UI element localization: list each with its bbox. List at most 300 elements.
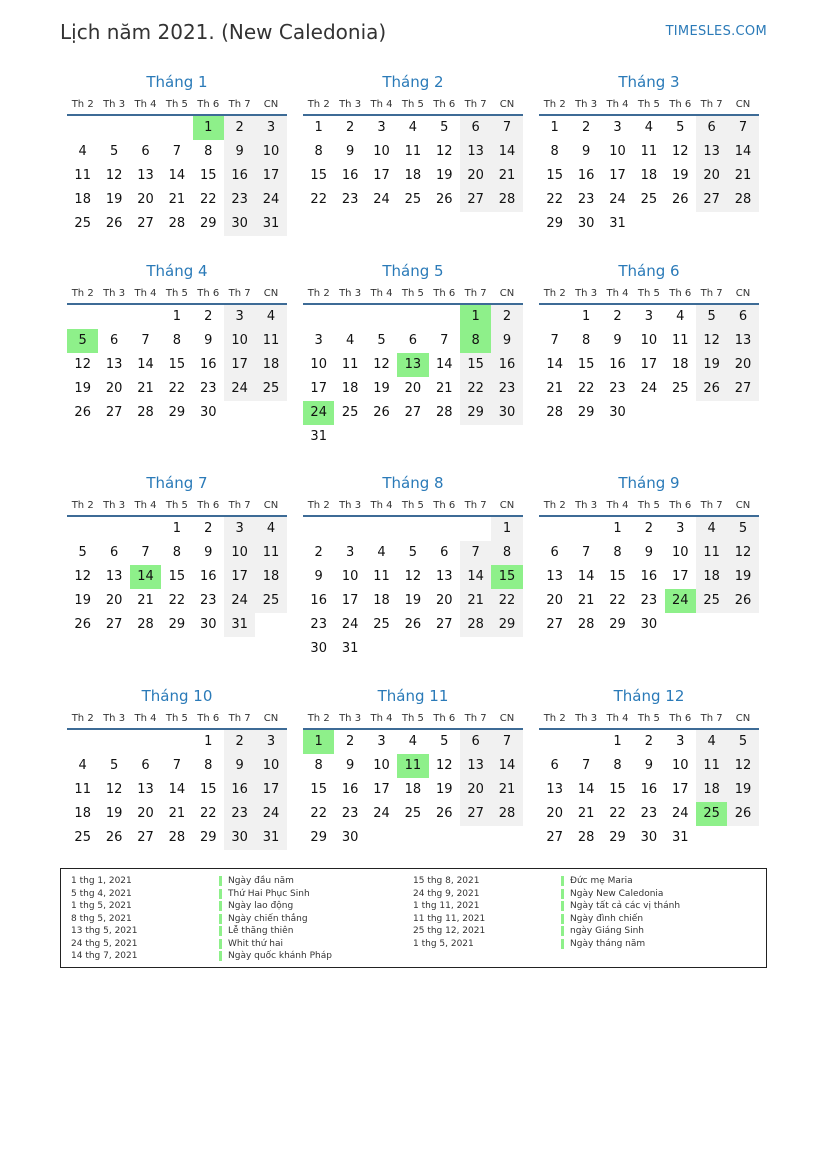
day-cell: 24: [609, 192, 626, 207]
week-row: [303, 305, 523, 329]
empty-cell: [491, 826, 522, 850]
day-cell: 25: [255, 377, 286, 401]
week-row: [67, 188, 287, 212]
day-cell: 13: [105, 569, 123, 584]
holiday-date: 25 thg 12, 2021: [413, 926, 486, 936]
day-cell: 10: [373, 144, 390, 159]
legend-item: [71, 875, 137, 888]
weekday-label: Th 4: [134, 713, 157, 724]
holiday-date: 1 thg 5, 2021: [413, 938, 474, 949]
day-cell: 19: [105, 806, 123, 821]
legend-item: [71, 900, 137, 913]
weekday-label: Th 6: [197, 713, 220, 724]
weekday-label: Th 7: [464, 99, 487, 110]
weekday-label: Th 3: [103, 288, 126, 299]
day-cell: 22: [577, 381, 595, 396]
empty-cell: [303, 517, 334, 541]
day-cell: 4: [696, 517, 727, 541]
day-cell: 11: [341, 357, 359, 372]
day-cell: 10: [224, 541, 255, 565]
weekday-label: CN: [735, 288, 751, 299]
day-cell: 29: [609, 617, 626, 632]
month-block: [67, 72, 287, 236]
empty-cell: [366, 826, 397, 850]
day-cell: 9: [613, 333, 622, 348]
day-cell: 24: [255, 188, 286, 212]
day-cell: 7: [550, 333, 559, 348]
empty-cell: [727, 613, 758, 637]
weekday-label: Th 2: [71, 288, 94, 299]
day-cell: 8: [314, 758, 323, 773]
holiday-date: 11 thg 11, 2021: [413, 913, 486, 924]
day-cell: 19: [74, 381, 91, 396]
day-cell: 27: [460, 802, 491, 826]
weekday-label: CN: [499, 99, 515, 110]
empty-cell: [98, 517, 129, 541]
day-cell: 10: [671, 758, 689, 773]
legend-item: [219, 875, 332, 888]
day-cell: 16: [199, 569, 217, 584]
day-cell: 16: [310, 593, 327, 608]
legend-item: [413, 888, 485, 901]
week-row: [303, 188, 523, 212]
day-cell: 13: [546, 782, 563, 797]
weekday-label: Th 6: [669, 713, 692, 724]
day-cell: 3: [345, 545, 355, 560]
legend-item: [219, 900, 332, 913]
weekday-header: [539, 285, 759, 305]
day-cell: 28: [577, 830, 595, 845]
day-cell: 14: [460, 565, 491, 589]
day-cell: 20: [137, 192, 154, 207]
week-row: [539, 401, 759, 425]
legend-item: [561, 938, 680, 951]
day-cell: 27: [137, 830, 154, 845]
weekday-label: Th 5: [637, 99, 660, 110]
day-cell: 18: [404, 782, 422, 797]
day-cell: 8: [204, 144, 213, 159]
day-cell: 8: [172, 545, 181, 560]
day-cell: 31: [310, 429, 327, 444]
day-cell: 26: [105, 216, 123, 231]
day-cell: 5: [67, 329, 98, 353]
empty-cell: [460, 425, 491, 449]
day-cell: 15: [199, 782, 217, 797]
day-cell: 19: [373, 381, 390, 396]
day-cell: 1: [581, 309, 591, 324]
day-cell: 28: [435, 405, 453, 420]
day-cell: 11: [74, 168, 91, 183]
day-cell: 18: [341, 381, 359, 396]
day-cell: 20: [696, 164, 727, 188]
day-cell: 23: [640, 593, 658, 608]
day-cell: 7: [491, 730, 522, 754]
empty-cell: [429, 517, 460, 541]
day-cell: 15: [577, 357, 595, 372]
day-cell: 17: [671, 782, 689, 797]
weekday-label: Th 4: [134, 288, 157, 299]
day-cell: 19: [105, 192, 123, 207]
weekday-label: Th 4: [370, 288, 393, 299]
day-cell: 25: [74, 216, 91, 231]
weekday-label: Th 4: [606, 713, 629, 724]
day-cell: 5: [109, 758, 119, 773]
holiday-name: Thứ Hai Phục Sinh: [219, 889, 310, 899]
day-cell: 6: [408, 333, 417, 348]
empty-cell: [67, 517, 98, 541]
day-cell: 19: [404, 593, 422, 608]
day-cell: 26: [74, 617, 91, 632]
day-cell: 26: [727, 802, 758, 826]
week-row: [303, 401, 523, 425]
day-cell: 27: [105, 617, 123, 632]
month-title: Tháng 9: [618, 474, 680, 492]
day-cell: 3: [377, 734, 386, 749]
week-row: [303, 802, 523, 826]
month-title: Tháng 5: [382, 262, 444, 280]
day-cell: 30: [224, 212, 255, 236]
weekday-label: Th 7: [228, 99, 251, 110]
day-cell: 1: [172, 521, 181, 536]
page-title: Lịch năm 2021. (New Caledonia): [60, 20, 387, 44]
day-cell: 14: [168, 782, 186, 797]
day-cell: 25: [404, 806, 422, 821]
day-cell: 15: [546, 168, 563, 183]
day-cell: 23: [199, 381, 217, 396]
week-row: [67, 589, 287, 613]
day-cell: 14: [435, 357, 453, 372]
empty-cell: [67, 730, 98, 754]
day-cell: 10: [609, 144, 626, 159]
empty-cell: [255, 613, 286, 637]
legend-item: [413, 938, 485, 951]
day-cell: 17: [671, 569, 689, 584]
month-block: [539, 473, 759, 637]
day-cell: 4: [644, 120, 653, 135]
day-cell: 24: [303, 401, 334, 425]
day-cell: 12: [373, 357, 390, 372]
weekday-label: CN: [499, 500, 515, 511]
empty-cell: [539, 517, 570, 541]
weekday-label: Th 6: [197, 288, 220, 299]
day-cell: 17: [373, 168, 390, 183]
day-cell: 10: [255, 754, 286, 778]
legend-item: [71, 925, 137, 938]
day-cell: 22: [310, 806, 327, 821]
empty-cell: [539, 305, 570, 329]
weekday-header: [67, 285, 287, 305]
day-cell: 18: [671, 357, 689, 372]
weekday-label: Th 4: [370, 500, 393, 511]
empty-cell: [665, 212, 696, 236]
month-block: [303, 686, 523, 850]
day-cell: 28: [577, 617, 595, 632]
day-cell: 5: [696, 305, 727, 329]
day-cell: 10: [310, 357, 327, 372]
weekday-label: Th 7: [464, 500, 487, 511]
day-cell: 22: [609, 806, 626, 821]
weekday-label: Th 4: [606, 288, 629, 299]
day-cell: 23: [224, 188, 255, 212]
day-cell: 4: [696, 730, 727, 754]
day-cell: 17: [310, 381, 327, 396]
empty-cell: [224, 401, 255, 425]
day-cell: 6: [440, 545, 449, 560]
weekday-label: Th 7: [700, 500, 723, 511]
day-cell: 12: [105, 782, 123, 797]
week-row: [67, 517, 287, 541]
day-cell: 29: [310, 830, 327, 845]
week-row: [67, 754, 287, 778]
day-cell: 22: [310, 192, 327, 207]
empty-cell: [130, 116, 161, 140]
week-row: [539, 212, 759, 236]
empty-cell: [67, 305, 98, 329]
month-block: [539, 686, 759, 850]
day-cell: 26: [671, 192, 689, 207]
day-cell: 23: [224, 802, 255, 826]
weekday-header: [67, 710, 287, 730]
week-row: [539, 353, 759, 377]
day-cell: 7: [581, 758, 591, 773]
day-cell: 25: [696, 589, 727, 613]
day-cell: 4: [255, 517, 286, 541]
week-row: [67, 613, 287, 637]
legend-item: [71, 938, 137, 951]
legend-item: [413, 875, 485, 888]
day-cell: 12: [727, 754, 758, 778]
day-cell: 16: [224, 778, 255, 802]
weekday-label: Th 4: [134, 99, 157, 110]
holiday-name: Ngày tháng năm: [561, 939, 645, 949]
day-cell: 21: [491, 778, 522, 802]
week-row: [539, 164, 759, 188]
brand-link[interactable]: TIMESLES.COM: [665, 24, 767, 39]
day-cell: 2: [345, 120, 355, 135]
weekday-label: Th 5: [637, 288, 660, 299]
day-cell: 16: [640, 569, 658, 584]
legend-dates-1: [71, 875, 137, 963]
day-cell: 13: [460, 140, 491, 164]
day-cell: 15: [491, 565, 522, 589]
empty-cell: [696, 401, 727, 425]
day-cell: 7: [172, 144, 181, 159]
day-cell: 7: [581, 545, 591, 560]
holiday-date: 24 thg 5, 2021: [71, 938, 138, 949]
day-cell: 11: [255, 541, 286, 565]
day-cell: 30: [491, 401, 522, 425]
day-cell: 3: [255, 730, 286, 754]
day-cell: 19: [671, 168, 689, 183]
holiday-name: Ngày lao động: [219, 901, 293, 911]
day-cell: 25: [671, 381, 689, 396]
day-cell: 4: [255, 305, 286, 329]
day-cell: 21: [460, 589, 491, 613]
weekday-label: Th 6: [433, 713, 456, 724]
week-row: [539, 730, 759, 754]
empty-cell: [366, 425, 397, 449]
day-cell: 20: [546, 593, 563, 608]
day-cell: 25: [404, 192, 422, 207]
weekday-label: Th 7: [228, 288, 251, 299]
day-cell: 27: [404, 405, 422, 420]
week-row: [67, 730, 287, 754]
day-cell: 21: [137, 381, 154, 396]
legend-dates-2: [413, 875, 485, 950]
week-row: [539, 116, 759, 140]
day-cell: 27: [137, 216, 154, 231]
day-cell: 11: [255, 329, 286, 353]
week-row: [303, 730, 523, 754]
day-cell: 8: [581, 333, 591, 348]
week-row: [303, 826, 523, 850]
holiday-date: 1 thg 5, 2021: [71, 901, 132, 911]
day-cell: 21: [491, 164, 522, 188]
empty-cell: [303, 305, 334, 329]
empty-cell: [429, 826, 460, 850]
holiday-date: 5 thg 4, 2021: [71, 888, 132, 899]
day-cell: 9: [224, 140, 255, 164]
legend-item: [219, 950, 332, 963]
day-cell: 10: [341, 569, 359, 584]
day-cell: 26: [404, 617, 422, 632]
weekday-label: Th 6: [433, 288, 456, 299]
day-cell: 29: [199, 216, 217, 231]
day-cell: 30: [577, 216, 595, 231]
day-cell: 30: [640, 617, 658, 632]
day-cell: 15: [168, 357, 186, 372]
weekday-label: CN: [263, 713, 279, 724]
day-cell: 29: [168, 405, 186, 420]
day-cell: 14: [491, 754, 522, 778]
day-cell: 19: [74, 593, 91, 608]
day-cell: 18: [255, 565, 286, 589]
empty-cell: [727, 401, 758, 425]
day-cell: 2: [204, 309, 213, 324]
day-cell: 31: [609, 216, 626, 231]
empty-cell: [727, 826, 758, 850]
day-cell: 21: [137, 593, 154, 608]
day-cell: 12: [74, 569, 91, 584]
day-cell: 1: [172, 309, 181, 324]
empty-cell: [460, 517, 491, 541]
day-cell: 25: [74, 830, 91, 845]
day-cell: 30: [310, 641, 327, 656]
day-cell: 13: [435, 569, 453, 584]
day-cell: 5: [727, 517, 758, 541]
weekday-label: Th 5: [165, 288, 188, 299]
day-cell: 27: [546, 617, 563, 632]
day-cell: 28: [168, 216, 186, 231]
day-cell: 3: [255, 116, 286, 140]
empty-cell: [460, 826, 491, 850]
holiday-name: Ngày quốc khánh Pháp: [219, 951, 332, 961]
day-cell: 9: [224, 754, 255, 778]
day-cell: 9: [581, 144, 591, 159]
week-row: [539, 778, 759, 802]
day-cell: 12: [727, 541, 758, 565]
day-cell: 2: [224, 116, 255, 140]
day-cell: 29: [546, 216, 563, 231]
day-cell: 12: [404, 569, 422, 584]
day-cell: 2: [345, 734, 355, 749]
empty-cell: [334, 517, 365, 541]
holiday-name: Ngày chiến thắng: [219, 914, 308, 924]
day-cell: 27: [460, 188, 491, 212]
day-cell: 28: [491, 188, 522, 212]
weekday-label: Th 7: [464, 713, 487, 724]
weekday-label: Th 2: [307, 99, 330, 110]
day-cell: 13: [460, 754, 491, 778]
weekday-label: Th 5: [401, 288, 424, 299]
holiday-legend: [60, 868, 767, 968]
legend-item: [561, 900, 680, 913]
empty-cell: [366, 517, 397, 541]
day-cell: 6: [141, 758, 150, 773]
day-cell: 29: [460, 401, 491, 425]
day-cell: 25: [255, 589, 286, 613]
weekday-label: Th 3: [575, 288, 598, 299]
weekday-label: Th 4: [370, 99, 393, 110]
day-cell: 15: [199, 168, 217, 183]
day-cell: 19: [435, 782, 453, 797]
day-cell: 5: [78, 545, 87, 560]
day-cell: 16: [199, 357, 217, 372]
day-cell: 9: [204, 545, 213, 560]
day-cell: 23: [577, 192, 595, 207]
week-row: [539, 802, 759, 826]
empty-cell: [460, 637, 491, 661]
week-row: [539, 613, 759, 637]
day-cell: 14: [727, 140, 758, 164]
day-cell: 6: [696, 116, 727, 140]
day-cell: 11: [696, 754, 727, 778]
day-cell: 8: [314, 144, 323, 159]
day-cell: 6: [109, 333, 119, 348]
weekday-header: [303, 285, 523, 305]
week-row: [303, 565, 523, 589]
day-cell: 6: [460, 730, 491, 754]
day-cell: 9: [644, 758, 653, 773]
day-cell: 26: [435, 192, 453, 207]
empty-cell: [334, 425, 365, 449]
day-cell: 22: [199, 806, 217, 821]
week-row: [303, 541, 523, 565]
holiday-name: Đức mẹ Maria: [561, 876, 633, 886]
weekday-label: Th 3: [575, 99, 598, 110]
legend-item: [561, 913, 680, 926]
week-row: [67, 116, 287, 140]
empty-cell: [429, 425, 460, 449]
day-cell: 2: [644, 521, 653, 536]
day-cell: 11: [640, 144, 658, 159]
weekday-label: Th 4: [370, 713, 393, 724]
weekday-label: Th 2: [307, 500, 330, 511]
day-cell: 20: [435, 593, 453, 608]
week-row: [67, 164, 287, 188]
empty-cell: [665, 401, 696, 425]
day-cell: 15: [609, 782, 626, 797]
weekday-header: [539, 710, 759, 730]
day-cell: 8: [204, 758, 213, 773]
day-cell: 13: [137, 782, 154, 797]
empty-cell: [696, 212, 727, 236]
day-cell: 29: [168, 617, 186, 632]
day-cell: 18: [404, 168, 422, 183]
day-cell: 27: [546, 830, 563, 845]
day-cell: 15: [310, 782, 327, 797]
month-title: Tháng 12: [613, 687, 685, 705]
